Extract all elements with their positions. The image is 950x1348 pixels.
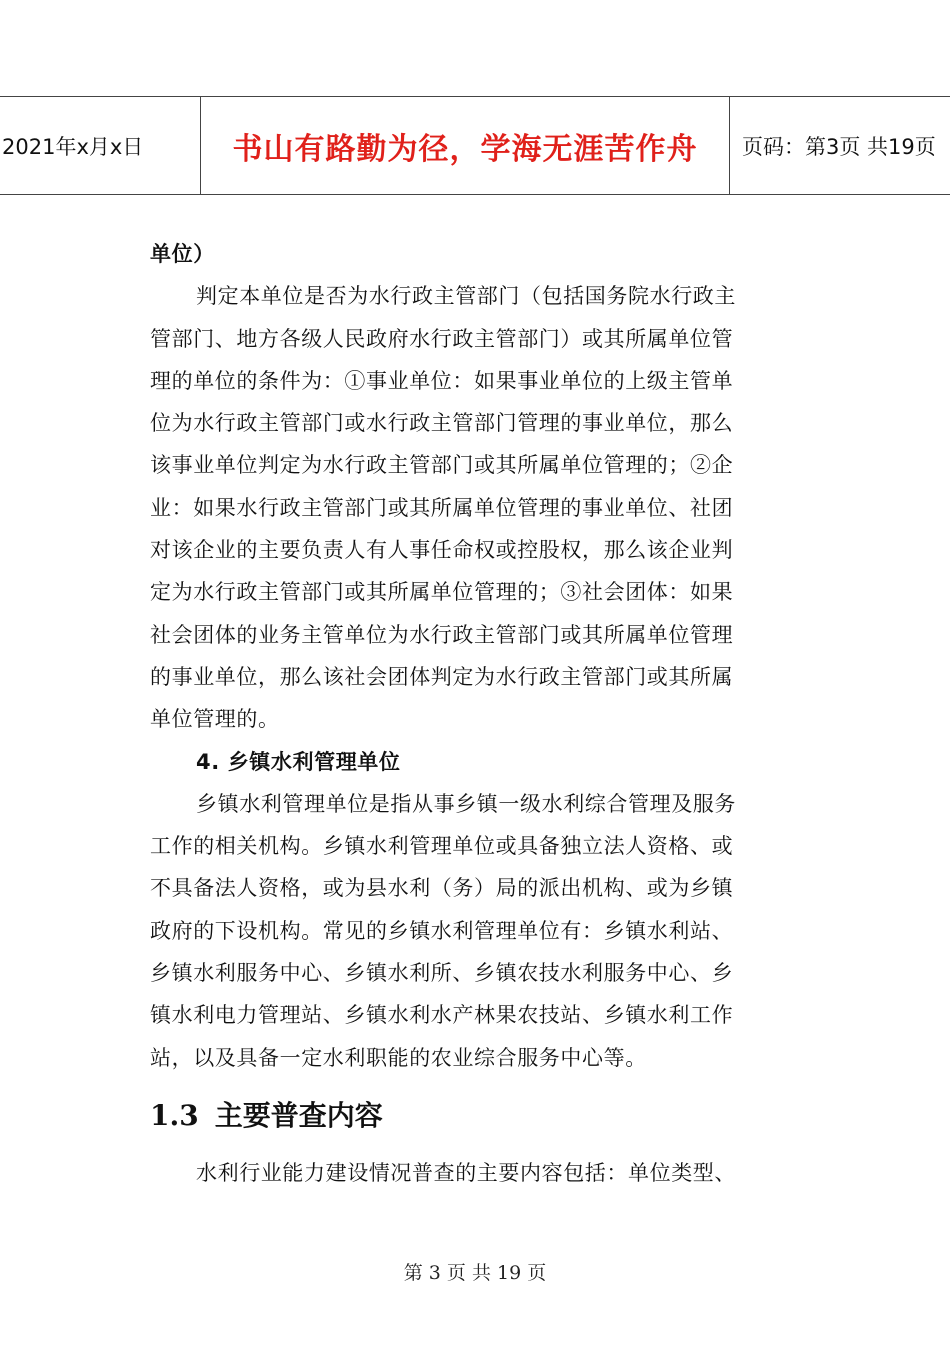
paragraph-line: 的事业单位，那么该社会团体判定为水行政主管部门或其所属 [150, 664, 734, 689]
paragraph-line: 管部门、地方各级人民政府水行政主管部门）或其所属单位管 [150, 326, 734, 351]
header-date: 2021年x月x日 [2, 134, 144, 159]
section-title: 主要普查内容 [214, 1099, 383, 1132]
paragraph-line: 该事业单位判定为水行政主管部门或其所属单位管理的；②企 [150, 453, 734, 478]
paragraph-line: 镇水利电力管理站、乡镇水利水产林果农技站、乡镇水利工作 [150, 1003, 734, 1028]
section-heading [150, 1094, 383, 1134]
paragraph-line: 对该企业的主要负责人有人事任命权或控股权，那么该企业判 [150, 538, 734, 563]
section-number: 1.3 [150, 1099, 199, 1132]
paragraph-line: 单位管理的。 [150, 707, 280, 732]
section-body [150, 1152, 792, 1194]
paragraph-line: 站，以及具备一定水利职能的农业综合服务中心等。 [150, 1045, 647, 1070]
page-header [0, 96, 950, 195]
paragraph-line: 乡镇水利服务中心、乡镇水利所、乡镇农技水利服务中心、乡 [150, 961, 734, 986]
header-motto: 书山有路勤为径，学海无涯苦作舟 [200, 97, 730, 194]
page-footer: 第 3 页 共 19 页 [403, 1262, 547, 1284]
header-page-info: 页码：第3页 共19页 [742, 134, 936, 159]
paragraph-line: 乡镇水利管理单位是指从事乡镇一级水利综合管理及服务 [196, 791, 736, 816]
paragraph-line: 不具备法人资格，或为县水利（务）局的派出机构、或为乡镇 [150, 876, 734, 901]
paragraph-line: 理的单位的条件为：①事业单位：如果事业单位的上级主管单 [150, 368, 734, 393]
subheading: 4. 乡镇水利管理单位 [196, 749, 401, 774]
paragraph-line: 位为水行政主管部门或水行政主管部门管理的事业单位，那么 [150, 411, 734, 436]
paragraph-line: 政府的下设机构。常见的乡镇水利管理单位有：乡镇水利站、 [150, 918, 734, 943]
paragraph-line: 单位） [150, 241, 215, 266]
paragraph-line: 定为水行政主管部门或其所属单位管理的；③社会团体：如果 [150, 580, 734, 605]
paragraph-line: 工作的相关机构。乡镇水利管理单位或具备独立法人资格、或 [150, 834, 734, 859]
body-text [150, 233, 792, 1079]
paragraph-line: 水利行业能力建设情况普查的主要内容包括：单位类型、 [196, 1161, 736, 1185]
paragraph-line: 业：如果水行政主管部门或其所属单位管理的事业单位、社团 [150, 495, 734, 520]
paragraph-line: 社会团体的业务主管单位为水行政主管部门或其所属单位管理 [150, 622, 734, 647]
paragraph-line: 判定本单位是否为水行政主管部门（包括国务院水行政主 [196, 284, 736, 309]
